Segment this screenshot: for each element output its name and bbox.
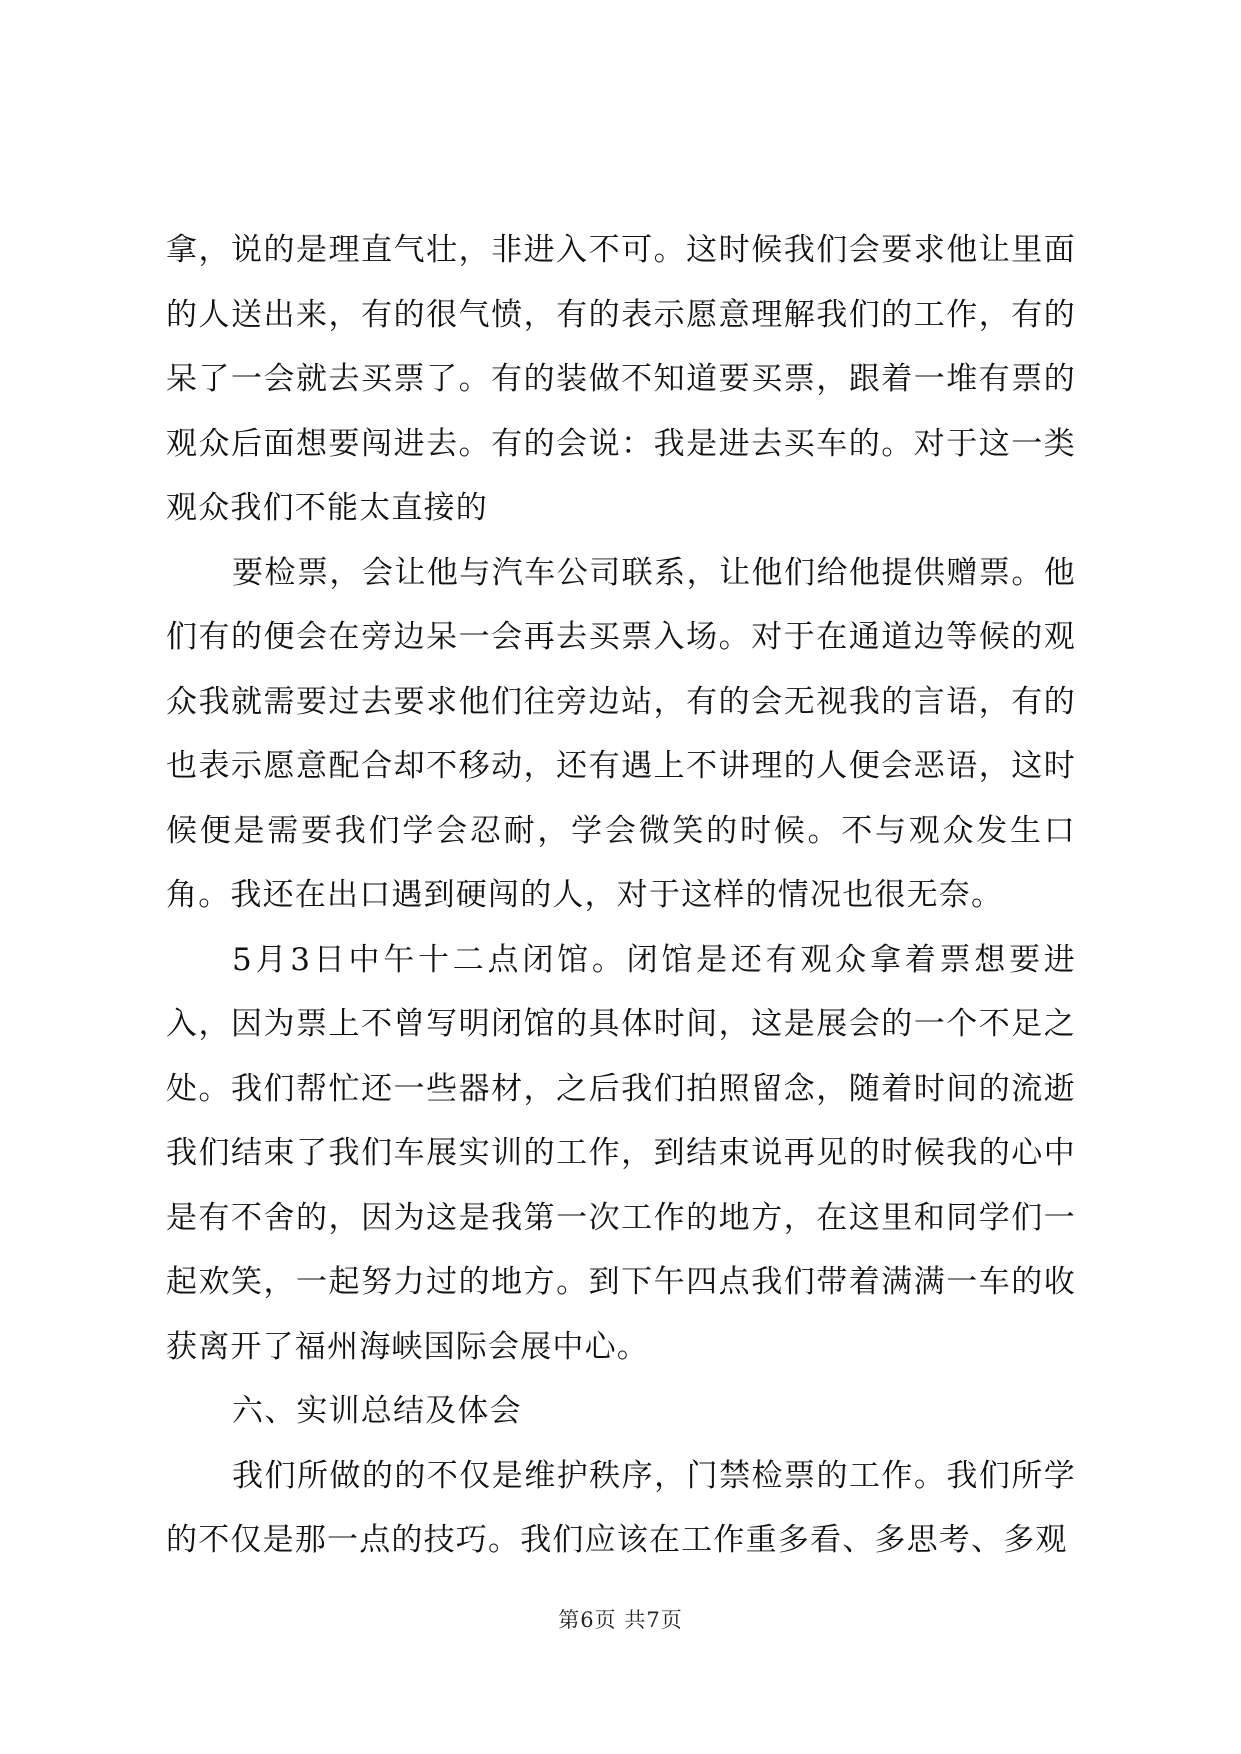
paragraph-2: 要检票，会让他与汽车公司联系，让他们给他提供赠票。他们有的便会在旁边呆一会再去买票入场。对于在通道边等候的观众我就需要过去要求他们往旁边站，有的会无视我的言语，有的也表示愿意配合却不移动，还有遇上不讲理的人便会恶语，这时候便是需要我们学会忍耐，学会微笑的时候。不与观众发生口角。我还在出口遇到硬闯的人，对于这样的情况也很无奈。 xyxy=(166,554,1076,913)
paragraph-3: 5月3日中午十二点闭馆。闭馆是还有观众拿着票想要进入，因为票上不曾写明闭馆的具体时间，这是展会的一个不足之处。我们帮忙还一些器材，之后我们拍照留念，随着时间的流逝我们结束了我们车展实训的工作，到结束说再见的时候我的心中是有不舍的，因为这是我第一次工作的地方，在这里和同学们一起欢笑，一起努力过的地方。到下午四点我们带着满满一车的收获离开了福州海峡国际会展中心。 xyxy=(166,941,1076,1365)
document-body xyxy=(166,218,1076,1573)
section-heading: 六、实训总结及体会 xyxy=(232,1393,522,1429)
paragraph-5: 我们所做的的不仅是维护秩序，门禁检票的工作。我们所学的不仅是那一点的技巧。我们应该在工作重多看、多思考、多观 xyxy=(166,1457,1076,1558)
page-footer: 第6页 共7页 xyxy=(558,1608,683,1632)
paragraph-1: 拿，说的是理直气壮，非进入不可。这时候我们会要求他让里面的人送出来，有的很气愤，有的表示愿意理解我们的工作，有的呆了一会就去买票了。有的装做不知道要买票，跟着一堆有票的观众后面想要闯进去。有的会说：我是进去买车的。对于这一类观众我们不能太直接的 xyxy=(166,232,1076,526)
